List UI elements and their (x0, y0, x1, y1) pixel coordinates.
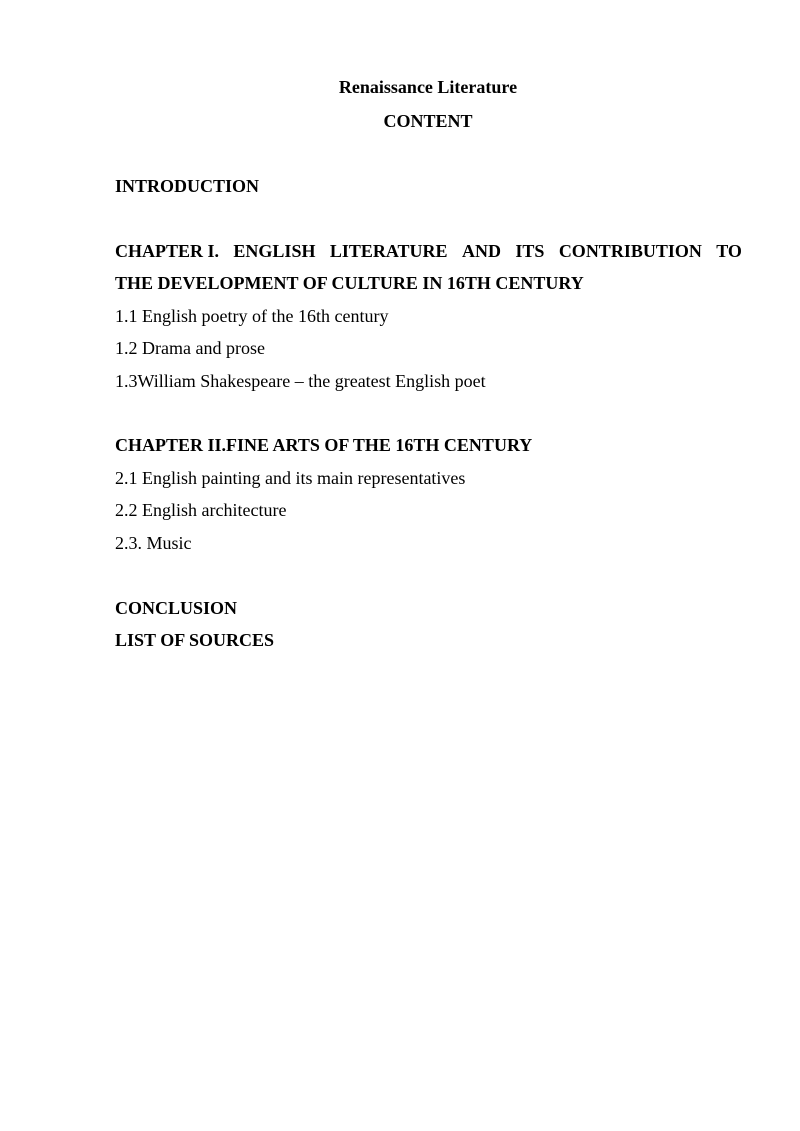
toc-item-2-1: 2.1 English painting and its main representatives (115, 468, 466, 488)
contents-heading: CONTENT (383, 111, 473, 131)
toc-item-2-2: 2.2 English architecture (115, 500, 287, 520)
toc-list-of-sources: LIST OF SOURCES (115, 630, 275, 650)
chapter-1-heading-word: ENGLISH (233, 241, 316, 261)
chapter-1-heading-word: TO (716, 241, 742, 261)
chapter-2-heading: CHAPTER II.FINE ARTS OF THE 16TH CENTURY (115, 435, 533, 455)
chapter-1-heading-word: LITERATURE (329, 241, 448, 261)
toc-item-2-3: 2.3. Music (115, 533, 192, 553)
chapter-1-heading-word: ITS (515, 241, 545, 261)
toc-item-1-1: 1.1 English poetry of the 16th century (115, 306, 389, 326)
chapter-1-heading-line-1 (115, 240, 742, 262)
toc-introduction: INTRODUCTION (115, 176, 260, 196)
toc-item-1-3: 1.3William Shakespeare – the greatest English poet (115, 371, 486, 391)
toc-item-1-2: 1.2 Drama and prose (115, 338, 265, 358)
chapter-1-heading-word: CHAPTER I. (115, 241, 220, 261)
toc-conclusion: CONCLUSION (115, 598, 238, 618)
chapter-1-heading-word: AND (461, 241, 501, 261)
chapter-1-heading-line-2: THE DEVELOPMENT OF CULTURE IN 16TH CENTURY (115, 273, 584, 293)
document-title: Renaissance Literature (338, 77, 518, 97)
chapter-1-heading-word: CONTRIBUTION (558, 241, 702, 261)
